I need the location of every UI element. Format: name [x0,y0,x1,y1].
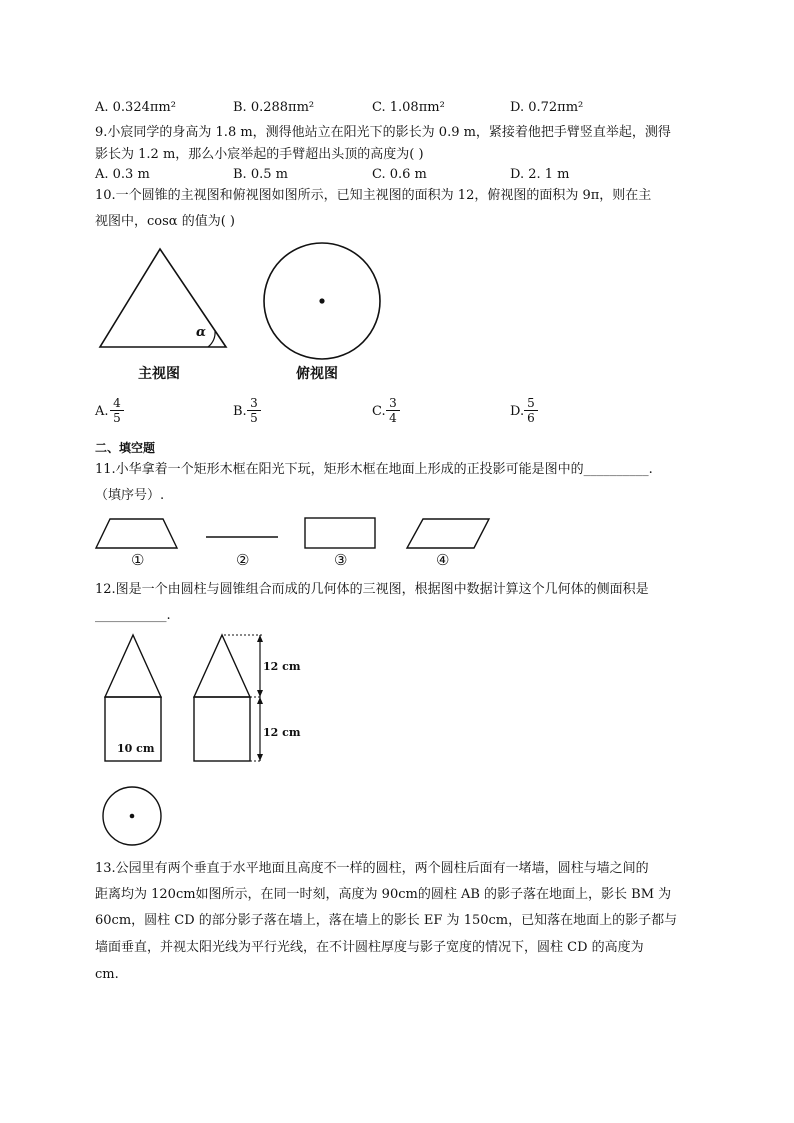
q10-line-1: 10.一个圆锥的主视图和俯视图如图所示，已知主视图的面积为 12，俯视图的面积为 9π，则在主 [95,188,652,203]
q10-option-a-letter: A. [95,404,109,419]
q9-option-d: D. 2. 1 m [510,167,570,182]
q10-option-b-letter: B. [233,404,247,419]
q12-line-2: ___________. [95,608,171,623]
q12-line-1: 12.图是一个由圆柱与圆锥组合而成的几何体的三视图，根据图中数据计算这个几何体的侧面积是 [95,582,649,597]
q11-label-3: ③ [334,551,348,569]
q8-option-d: D. 0.72πm² [510,100,584,115]
q10-option-c-fraction: $\frac{3}{4}$ [386,396,400,425]
q13-line-2: 距离均为 120cm如图所示，在同一时刻，高度为 90cm的圆柱 AB 的影子落在地面上，影长 BM 为 [95,887,672,902]
q13-line-3: 60cm，圆柱 CD 的部分影子落在墙上，落在墙上的影长 EF 为 150cm，已知落在地面上的影子都与 [95,913,678,928]
q10-angle-label: α [196,325,207,340]
q11-line-2: （填序号）. [95,488,165,503]
q13-line-1: 13.公园里有两个垂直于水平地面且高度不一样的圆柱，两个圆柱后面有一堵墙，圆柱与墙之间的 [95,861,649,876]
q12-dim-top: 12 cm [263,660,301,673]
q10-option-a-fraction: $\frac{4}{5}$ [110,396,124,425]
q13-line-5: cm. [95,967,119,982]
q9-line-2: 影长为 1.2 m，那么小宸举起的手臂超出头顶的高度为( ) [95,147,424,162]
q12-dim-bottom: 12 cm [263,726,301,739]
q13-line-4: 墙面垂直，并视太阳光线为平行光线，在不计圆柱厚度与影子宽度的情况下，圆柱 CD 的高度为 [95,940,644,955]
q10-option-d-fraction: $\frac{5}{6}$ [524,396,538,425]
q9-line-1: 9.小宸同学的身高为 1.8 m，测得他站立在阳光下的影长为 0.9 m，紧接着他把手臂竖直举起，测得 [95,125,671,140]
q11-label-2: ② [236,551,250,569]
q8-option-b: B. 0.288πm² [233,100,315,115]
q10-front-caption: 主视图 [138,366,180,382]
q11-label-1: ① [131,551,145,569]
q10-option-d-letter: D. [510,404,525,419]
q8-option-a: A. 0.324πm² [95,100,176,115]
section-2-title: 二、填空题 [95,441,156,455]
q11-line-1: 11.小华拿着一个矩形木框在阳光下玩，矩形木框在地面上形成的正投影可能是图中的__________. [95,462,653,477]
q9-option-b: B. 0.5 m [233,167,288,182]
q10-top-caption: 俯视图 [296,366,338,382]
q11-label-4: ④ [436,551,450,569]
q9-option-c: C. 0.6 m [372,167,427,182]
q10-option-c-letter: C. [372,404,386,419]
q10-line-2: 视图中，cosα 的值为( ) [95,214,235,229]
q8-option-c: C. 1.08πm² [372,100,445,115]
q9-option-a: A. 0.3 m [95,167,150,182]
q10-option-b-fraction: $\frac{3}{5}$ [247,396,261,425]
q12-dim-width: 10 cm [117,742,155,755]
